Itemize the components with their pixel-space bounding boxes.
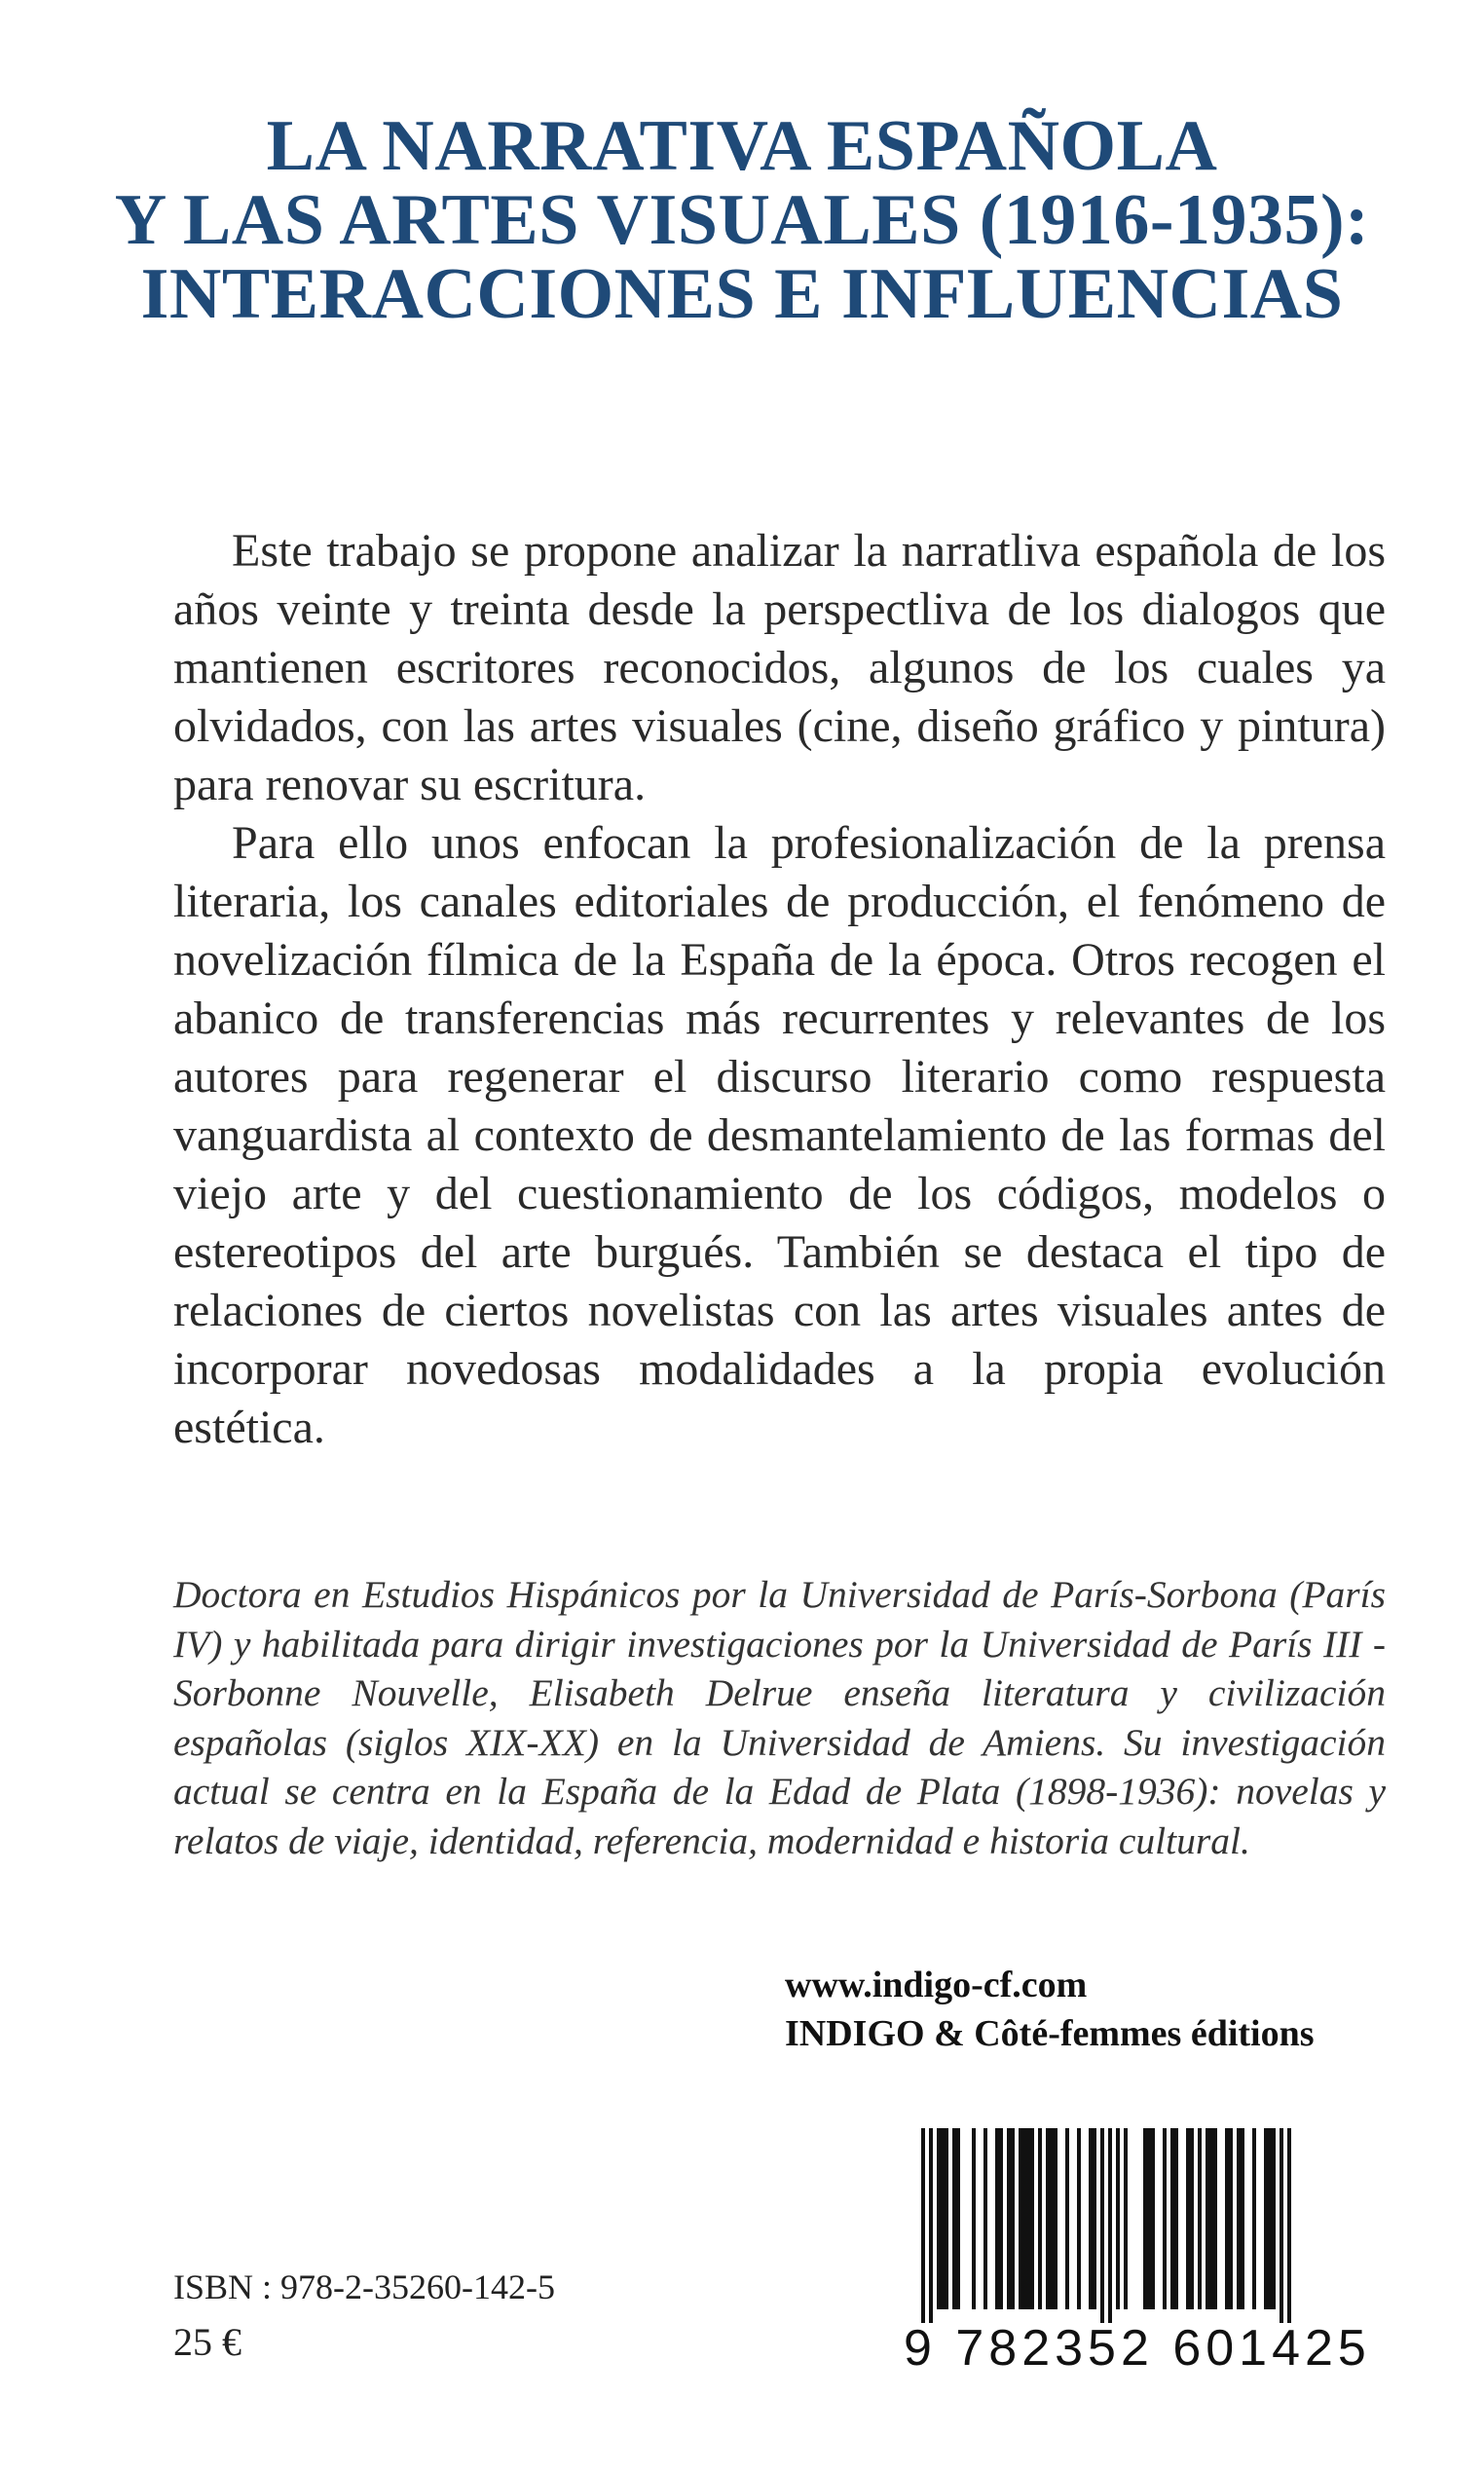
synopsis bbox=[173, 522, 1386, 1457]
barcode-bar bbox=[1264, 2128, 1268, 2309]
barcode-bar bbox=[1019, 2128, 1022, 2309]
author-bio: Doctora en Estudios Hispánicos por la Universidad de París-Sorbona (París IV) y habilitada para dirigir investigaciones por la Universidad de París III - Sorbonne Nouvelle, Elisabeth Delrue enseña literatura y civilización españolas (siglos XIX-XX) en la Universidad de Amiens. Su investigación actual se centra en la España de la Edad de Plata (1898-1936): novelas y relatos de viaje, identidad, referencia, modernidad e historia cultural. bbox=[173, 1573, 1386, 1862]
title-line-2: Y LAS ARTES VISUALES (1916-1935): bbox=[114, 180, 1370, 260]
barcode-bar bbox=[945, 2128, 948, 2309]
synopsis-paragraph-1: Este trabajo se propone analizar la narratliva española de los años veinte y treinta desde la perspectliva de los dialogos que mantienen escritores reconocidos, algunos de los cuales ya olvidados, con las artes visuales (cine, diseño gráfico y pintura) para renovar su escritura. bbox=[173, 525, 1386, 810]
barcode-bar bbox=[1280, 2128, 1283, 2323]
barcode-bar bbox=[1252, 2128, 1256, 2309]
barcode-bars bbox=[904, 2128, 1309, 2323]
barcode-bar bbox=[1151, 2128, 1155, 2309]
barcode-bar bbox=[921, 2128, 925, 2323]
barcode-bar bbox=[1022, 2128, 1026, 2309]
barcode-bar bbox=[1190, 2128, 1194, 2309]
publisher-name: INDIGO & Côté-femmes éditions bbox=[785, 2013, 1315, 2054]
barcode-bar bbox=[1198, 2128, 1202, 2309]
publisher-website: www.indigo-cf.com bbox=[785, 1965, 1088, 2005]
barcode-bar bbox=[1186, 2128, 1190, 2309]
barcode-bar bbox=[1007, 2128, 1011, 2309]
barcode-bar bbox=[941, 2128, 945, 2309]
barcode-bar bbox=[1213, 2128, 1217, 2309]
barcode-bar bbox=[1147, 2128, 1151, 2309]
barcode-bar bbox=[999, 2128, 1003, 2309]
barcode-bar bbox=[1026, 2128, 1030, 2309]
barcode-bar bbox=[1241, 2128, 1244, 2309]
price-label: 25 € bbox=[173, 2320, 241, 2364]
barcode-bar bbox=[1229, 2128, 1233, 2309]
barcode-bar bbox=[1237, 2128, 1241, 2309]
barcode-bar bbox=[1077, 2128, 1081, 2309]
barcode-bar bbox=[1272, 2128, 1276, 2309]
barcode-bar bbox=[956, 2128, 960, 2309]
barcode-bar bbox=[1089, 2128, 1093, 2309]
barcode-bar bbox=[1143, 2128, 1147, 2309]
barcode-bar bbox=[1174, 2128, 1178, 2309]
barcode bbox=[904, 2128, 1371, 2381]
barcode-bar bbox=[1011, 2128, 1015, 2309]
barcode-digits: 9 782352 601425 bbox=[904, 2320, 1371, 2377]
barcode-bar bbox=[1209, 2128, 1213, 2309]
barcode-bar bbox=[1065, 2128, 1069, 2309]
barcode-bar bbox=[937, 2128, 941, 2309]
barcode-bar bbox=[1054, 2128, 1057, 2309]
barcode-bar bbox=[952, 2128, 956, 2309]
barcode-bar bbox=[983, 2128, 987, 2309]
isbn-label: ISBN : 978-2-35260-142-5 bbox=[173, 2267, 555, 2306]
barcode-bar bbox=[1093, 2128, 1096, 2309]
barcode-bar bbox=[995, 2128, 999, 2309]
barcode-bar bbox=[1163, 2128, 1167, 2309]
barcode-bar bbox=[1124, 2128, 1128, 2309]
barcode-bar bbox=[929, 2128, 933, 2323]
barcode-bar bbox=[1268, 2128, 1272, 2309]
barcode-bar bbox=[1050, 2128, 1054, 2309]
barcode-bar bbox=[1108, 2128, 1112, 2323]
barcode-bar bbox=[1038, 2128, 1042, 2309]
barcode-bar bbox=[1100, 2128, 1104, 2323]
publisher-block bbox=[785, 1961, 1315, 2058]
title-line-1: LA NARRATIVA ESPAÑOLA bbox=[266, 106, 1218, 186]
barcode-bar bbox=[1116, 2128, 1120, 2309]
title-line-3: INTERACCIONES E INFLUENCIAS bbox=[140, 254, 1344, 334]
barcode-bar bbox=[1046, 2128, 1050, 2309]
barcode-bar bbox=[1030, 2128, 1034, 2309]
barcode-bar bbox=[972, 2128, 976, 2309]
barcode-bar bbox=[1170, 2128, 1174, 2309]
book-title bbox=[0, 106, 1484, 334]
barcode-bar bbox=[1206, 2128, 1209, 2309]
barcode-bar bbox=[1287, 2128, 1291, 2323]
barcode-bar bbox=[1225, 2128, 1229, 2309]
synopsis-paragraph-2: Para ello unos enfocan la profesionalización de la prensa literaria, los canales editoriales de producción, el fenómeno de novelización fílmica de la España de la época. Otros recogen el abanico de transferencias más recurrentes y relevantes de los autores para regenerar el discurso literario como respuesta vanguardista al contexto de desmantelamiento de las formas del viejo arte y del cuestionamiento de los códigos, modelos o estereotipos del arte burgués. También se destaca el tipo de relaciones de ciertos novelistas con las artes visuales antes de incorporar novedosas modalidades a la propia evolución estética. bbox=[173, 817, 1386, 1453]
